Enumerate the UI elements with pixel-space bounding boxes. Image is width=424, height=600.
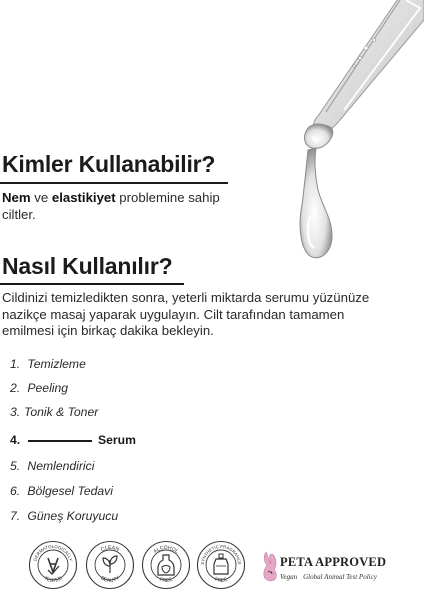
badge-top-text: ALCOHOL	[152, 544, 180, 555]
desc-text: ve	[30, 190, 52, 205]
section-title-how-to-use: Nasıl Kullanılır?	[2, 253, 173, 279]
synthetic-fragrance-free-badge-icon	[196, 540, 246, 590]
peta-approved-subtitle	[280, 573, 383, 581]
step-label: Tonik & Toner	[24, 405, 99, 419]
step-item	[10, 381, 68, 395]
how-to-use-description: Cildinizi temizledikten sonra, yeterli miktarda serumu yüzünüze nazikçe masaj yaparak uygulayın. Cilt tarafından tamamen emilmesi için birkaç dakika bekleyin.	[2, 290, 370, 338]
badge-top-text: SYNTHETIC FRAGRANCE	[199, 543, 243, 565]
step-number: 2.	[10, 381, 21, 395]
svg-text:TESTED	[43, 575, 64, 584]
step-label: Nemlendirici	[27, 459, 95, 473]
step-number: 7.	[10, 509, 21, 523]
bunny-icon	[258, 550, 280, 584]
title-underline	[0, 283, 184, 285]
section-title-who-can-use: Kimler Kullanabilir?	[2, 151, 216, 177]
badge-bottom-text: FREE	[213, 576, 229, 585]
badge-bottom-text: BEAUTY	[99, 575, 121, 585]
badge-bottom-text: FREE	[158, 576, 174, 585]
step-label: Serum	[98, 433, 136, 447]
badge-top-text: DERMATOLOGICALLY	[32, 543, 74, 562]
peta-approved-logo	[258, 548, 424, 588]
step-item	[10, 405, 98, 419]
step-item	[10, 509, 118, 523]
svg-text:FREE	[159, 577, 174, 585]
step-item-current	[10, 433, 136, 447]
step-number: 6.	[10, 484, 21, 498]
step-number: 3.	[10, 405, 21, 419]
desc-text: problemine sahip ciltler.	[2, 190, 220, 222]
svg-text:CLEAN	[100, 545, 120, 553]
step-item	[10, 357, 86, 371]
title-underline	[0, 182, 228, 184]
badge-bottom-text: TESTED	[42, 575, 64, 585]
peta-policy-label: Global Animal Test Policy	[303, 573, 377, 581]
clean-beauty-badge-icon	[85, 540, 135, 590]
svg-text:BEAUTY	[99, 575, 121, 584]
peta-approved-title: PETA APPROVED	[280, 555, 387, 569]
step-label: Temizleme	[27, 357, 86, 371]
step-item	[10, 459, 94, 473]
step-pointer-line	[28, 440, 92, 442]
alcohol-free-badge-icon	[141, 540, 191, 590]
highlight-moisture: Nem	[2, 190, 31, 205]
step-label: Peeling	[27, 381, 69, 395]
badge-top-text: CLEAN	[100, 544, 120, 554]
svg-text:FREE	[214, 577, 229, 585]
step-number: 1.	[10, 357, 21, 371]
serum-dropper-illustration	[282, 0, 424, 265]
dermatologically-tested-badge-icon	[28, 540, 78, 590]
svg-text:ALCOHOL	[153, 545, 180, 555]
step-number: 5.	[10, 459, 21, 473]
step-number: 4.	[10, 433, 21, 447]
step-label: Bölgesel Tedavi	[27, 484, 113, 498]
step-item	[10, 484, 113, 498]
peta-vegan-label: Vegan	[280, 573, 298, 581]
highlight-elasticity: elastikiyet	[51, 190, 116, 205]
step-label: Güneş Koruyucu	[27, 509, 119, 523]
who-can-use-description	[2, 190, 232, 223]
